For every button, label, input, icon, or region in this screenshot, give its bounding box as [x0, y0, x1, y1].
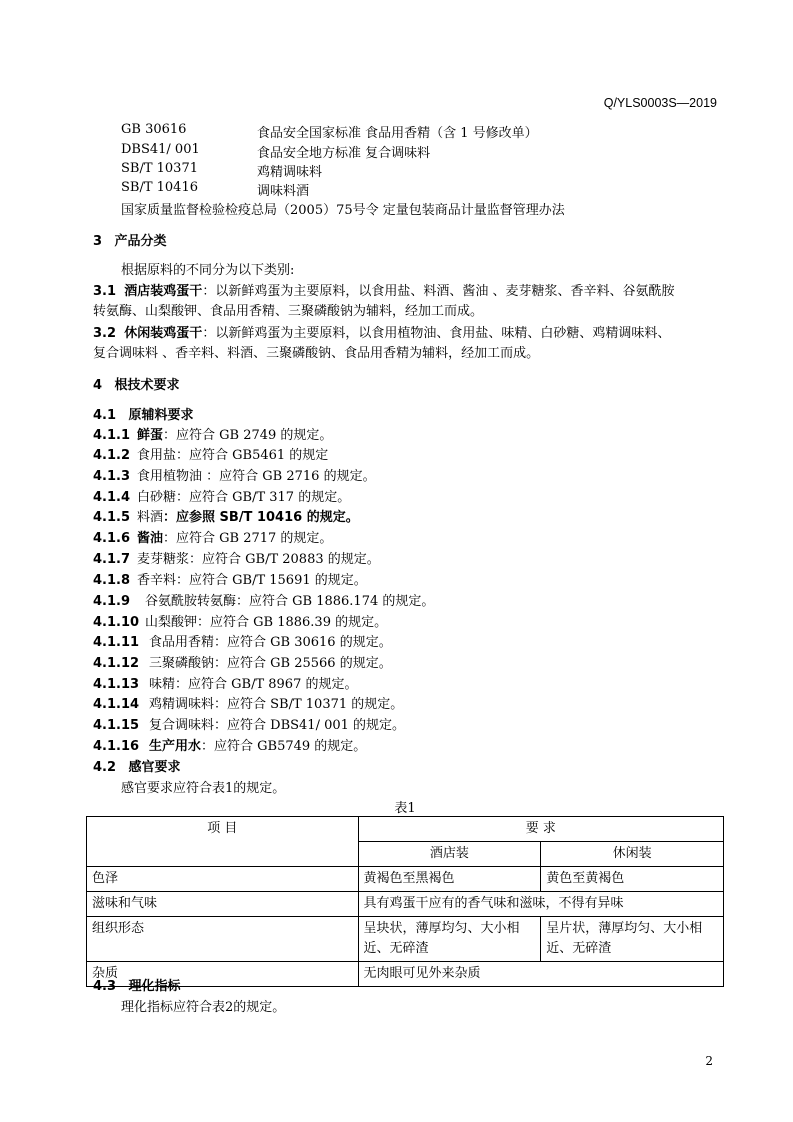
item-number: 4.1.15 — [93, 718, 140, 733]
item-number: 4.1.2 — [93, 448, 131, 463]
item-number: 3.1 — [93, 284, 117, 299]
item-number: 4.1.8 — [93, 573, 131, 588]
material-item — [93, 444, 328, 463]
table-caption: 表1 — [394, 801, 416, 816]
material-item — [93, 631, 392, 650]
section-title: 根技术要求 — [114, 378, 180, 393]
section-number: 4 — [93, 378, 103, 393]
row-item: 色泽 — [87, 867, 359, 892]
item-requirement: ：应符合 GB5461 的规定 — [176, 448, 329, 463]
item-label: 酒店装鸡蛋干 — [124, 284, 203, 299]
item-label: 休闲装鸡蛋干 — [124, 326, 203, 341]
page-number: 2 — [705, 1054, 713, 1068]
material-item — [93, 424, 332, 443]
reference-title: 食品安全国家标准 食品用香精（含 1 号修改单） — [257, 126, 538, 141]
row-item: 杂质 — [87, 962, 359, 987]
row-leisure: 呈片状，薄厚均匀、大小相近、无碎渣 — [541, 917, 724, 962]
item-number: 4.1.6 — [93, 531, 131, 546]
row-both: 无肉眼可见外来杂质 — [358, 962, 723, 987]
item-name: 香辛料 — [137, 573, 177, 588]
item-name: 山梨酸钾 — [145, 615, 198, 630]
subsection-4-1 — [93, 404, 193, 423]
subsection-title: 理化指标 — [128, 979, 181, 994]
item-number: 4.1.10 — [93, 615, 140, 630]
item-requirement: ：应符合 GB 2716 的规定。 — [202, 469, 376, 484]
item-requirement: ：应符合 GB 2749 的规定。 — [163, 428, 333, 443]
subsection-number: 4.1 — [93, 408, 117, 423]
item-name: 三聚磷酸钠 — [149, 656, 215, 671]
item-text: ：以新鲜鸡蛋为主要原料，以食用盐、料酒、酱油 、麦芽糖浆、香辛料、谷氨酰胺 — [202, 284, 675, 299]
item-name: 复合调味料 — [149, 718, 215, 733]
item-requirement: ：应符合 GB/T 317 的规定。 — [176, 490, 351, 505]
item-number: 4.1.14 — [93, 697, 140, 712]
subsection-4-3 — [93, 975, 180, 994]
material-item — [93, 673, 358, 692]
row-hotel: 呈块状，薄厚均匀、大小相近、无碎渣 — [358, 917, 541, 962]
material-item — [93, 506, 359, 525]
item-name: 食品用香精 — [149, 635, 215, 650]
row-item: 组织形态 — [87, 917, 359, 962]
item-requirement: ：应符合 GB/T 15691 的规定。 — [176, 573, 367, 588]
subsection-4-3-intro: 理化指标应符合表2的规定。 — [121, 1000, 286, 1015]
item-number: 4.1.16 — [93, 739, 140, 754]
item-name: 白砂糖 — [137, 490, 177, 505]
item-name: 麦芽糖浆 — [137, 552, 190, 567]
material-item — [93, 569, 367, 588]
subsection-number: 4.3 — [93, 979, 117, 994]
item-requirement: ：应参照 SB/T 10416 的规定。 — [163, 510, 359, 525]
row-hotel: 黄褐色至黑褐色 — [358, 867, 541, 892]
material-item — [93, 486, 350, 505]
document-code: Q/YLS0003S—2019 — [603, 96, 717, 110]
subsection-4-2 — [93, 756, 180, 775]
item-number: 4.1.7 — [93, 552, 131, 567]
material-item — [93, 652, 392, 671]
item-requirement: ：应符合 GB5749 的规定。 — [201, 739, 367, 754]
item-name: 鸡精调味料 — [149, 697, 215, 712]
item-number: 4.1.3 — [93, 469, 131, 484]
subsection-title: 原辅料要求 — [128, 408, 194, 423]
reference-title: 鸡精调味料 — [257, 165, 323, 180]
item-name: 料酒 — [137, 510, 164, 525]
section-4-heading — [93, 374, 179, 393]
item-requirement: ：应符合 GB 1886.174 的规定。 — [236, 594, 435, 609]
item-requirement: ：应符合 GB/T 20883 的规定。 — [189, 552, 380, 567]
item-requirement: ：应符合 GB 2717 的规定。 — [163, 531, 333, 546]
item-number: 4.1.4 — [93, 490, 131, 505]
item-number: 4.1.1 — [93, 428, 131, 443]
item-name: 味精 — [149, 677, 176, 692]
reference-code: DBS41/ 001 — [121, 142, 200, 157]
reference-code: SB/T 10416 — [121, 180, 198, 195]
row-leisure: 黄色至黄褐色 — [541, 867, 724, 892]
section-3-heading — [93, 230, 166, 249]
row-both: 具有鸡蛋干应有的香气味和滋味，不得有异味 — [358, 892, 723, 917]
reference-code: SB/T 10371 — [121, 161, 198, 176]
table-row — [87, 917, 724, 962]
item-name: 生产用水 — [149, 739, 202, 754]
material-item — [93, 590, 434, 609]
item-number: 4.1.9 — [93, 594, 131, 609]
item-number: 4.1.5 — [93, 510, 131, 525]
item-requirement: ：应符合 DBS41/ 001 的规定。 — [214, 718, 406, 733]
item-number: 4.1.11 — [93, 635, 140, 650]
table-row — [87, 867, 724, 892]
item-3-2-cont: 复合调味料 、香辛料、料酒、三聚磷酸钠、食品用香精为辅料，经加工而成。 — [93, 346, 540, 361]
reference-title: 食品安全地方标准 复合调味料 — [257, 146, 431, 161]
row-item: 滋味和气味 — [87, 892, 359, 917]
item-requirement: ：应符合 GB 30616 的规定。 — [214, 635, 392, 650]
item-name: 鲜蛋 — [137, 428, 164, 443]
item-text: ：以新鲜鸡蛋为主要原料，以食用植物油、食用盐、味精、白砂糖、鸡精调味料、 — [202, 326, 671, 341]
table-row — [87, 892, 724, 917]
subsection-title: 感官要求 — [128, 760, 181, 775]
item-requirement: ：应符合 GB 1886.39 的规定。 — [197, 615, 388, 630]
item-requirement: ：应符合 GB 25566 的规定。 — [214, 656, 392, 671]
reference-title: 调味料酒 — [257, 184, 310, 199]
item-requirement: ：应符合 GB/T 8967 的规定。 — [175, 677, 358, 692]
section-3-intro: 根据原料的不同分为以下类别: — [121, 263, 295, 278]
item-3-1 — [93, 280, 674, 299]
reference-code: GB 30616 — [121, 122, 187, 137]
material-item — [93, 465, 376, 484]
item-name: 酱油 — [137, 531, 164, 546]
material-item — [93, 527, 332, 546]
sensory-requirements-table — [86, 816, 724, 987]
item-requirement: ：应符合 SB/T 10371 的规定。 — [214, 697, 404, 712]
item-name: 食用植物油 — [137, 469, 203, 484]
table-row — [87, 962, 724, 987]
item-name: 谷氨酰胺转氨酶 — [145, 594, 237, 609]
material-item — [93, 735, 366, 754]
reference-extra: 国家质量监督检验检疫总局（2005）75号令 定量包装商品计量监督管理办法 — [121, 203, 565, 218]
subsection-number: 4.2 — [93, 760, 117, 775]
subsection-4-2-intro: 感官要求应符合表1的规定。 — [121, 781, 286, 796]
header-requirement: 要 求 — [358, 817, 723, 842]
item-3-1-cont: 转氨酶、山梨酸钾、食品用香精、三聚磷酸钠为辅料，经加工而成。 — [93, 304, 484, 319]
material-item — [93, 548, 380, 567]
material-item — [93, 611, 387, 630]
item-number: 4.1.13 — [93, 677, 140, 692]
item-3-2 — [93, 322, 670, 341]
item-number: 4.1.12 — [93, 656, 140, 671]
material-item — [93, 714, 405, 733]
subheader-hotel: 酒店装 — [358, 842, 541, 867]
material-item — [93, 693, 403, 712]
item-name: 食用盐 — [137, 448, 177, 463]
header-item: 项 目 — [87, 817, 359, 867]
item-number: 3.2 — [93, 326, 117, 341]
section-number: 3 — [93, 234, 103, 249]
subheader-leisure: 休闲装 — [541, 842, 724, 867]
section-title: 产品分类 — [114, 234, 167, 249]
